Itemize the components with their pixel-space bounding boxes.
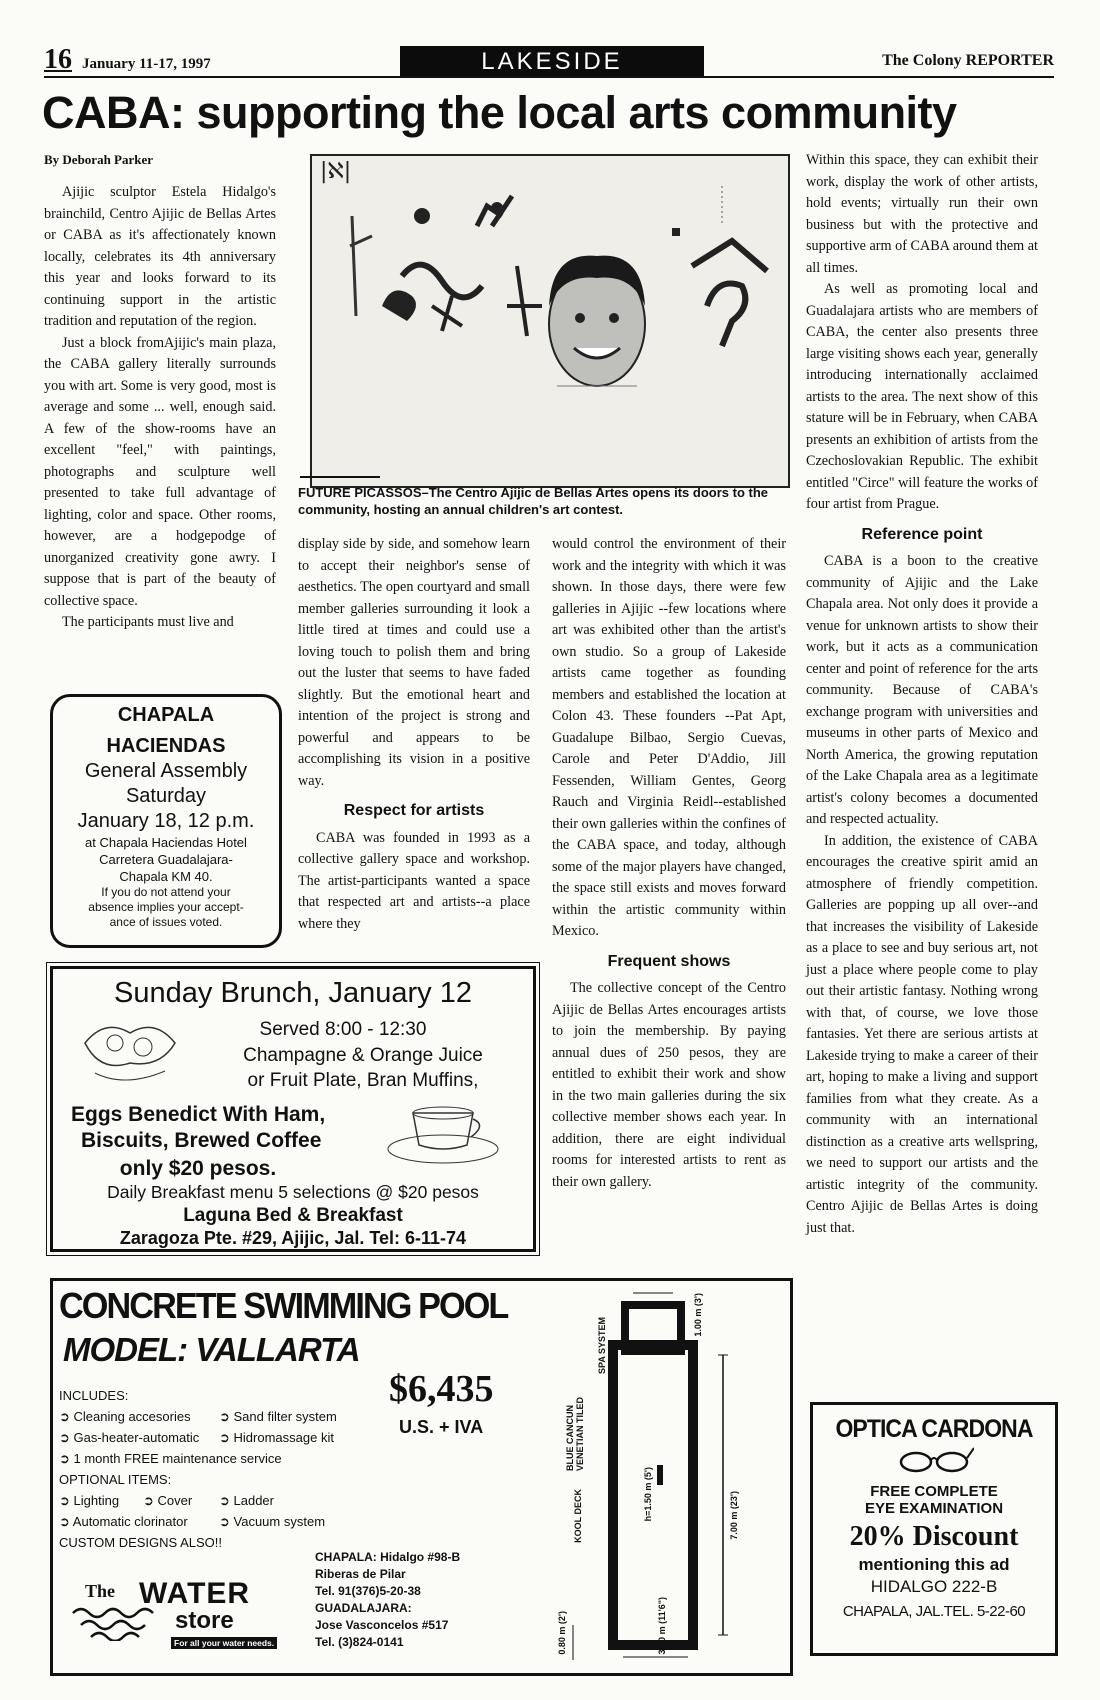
optional-item: Lighting [73, 1493, 120, 1508]
brunch-line: Champagne & Orange Juice [243, 1045, 483, 1066]
ad-line: Saturday [125, 785, 207, 807]
photo-caption: FUTURE PICASSOS–The Centro Ajijic de Bellas Artes opens its doors to the community, hosting an annual children's art contest. [298, 485, 769, 517]
pool-includes [59, 1385, 389, 1553]
pool-model: MODEL: VALLARTA [63, 1331, 360, 1368]
pool-addresses [315, 1549, 515, 1651]
section-banner: LAKESIDE [400, 46, 704, 78]
includes-label: INCLUDES: [59, 1388, 129, 1403]
coffee-cup-icon [383, 1097, 503, 1167]
optional-item: Automatic clorinator [72, 1514, 188, 1529]
article-column-4 [806, 150, 1038, 1239]
dim-700: 7.00 m (23') [729, 1491, 739, 1540]
paragraph: Within this space, they can exhibit their work, display the work of other artists, hold events; virtually run their own business but with the protective and supportive arm of CABA around them at all times. [806, 152, 1038, 276]
ad-line: General Assembly [84, 760, 248, 782]
byline: By Deborah Parker [44, 152, 154, 167]
includes-row: ➲ 1 month FREE maintenance service [59, 1451, 282, 1466]
logo-tagline: For all your water needs. [171, 1637, 277, 1649]
ad-swimming-pool [50, 1278, 793, 1676]
ad-line: If you do not attend your [101, 885, 231, 899]
logo-the: The [85, 1581, 116, 1601]
article-headline: CABA: supporting the local arts community [42, 87, 957, 138]
ad-chapala-haciendas [50, 694, 282, 948]
ad-line: January 18, 12 p.m. [77, 810, 255, 832]
optica-line: FREE COMPLETE [870, 1483, 998, 1500]
paragraph: Ajijic sculptor Estela Hidalgo's brainchild, Centro Ajijic de Bellas Artes or CABA as it's affectionately known locally, celebrates its 4th anniversary this year and looks forward to its continuing support in the artistic tradition and reputation of the region. [44, 184, 276, 329]
subheading-respect: Respect for artists [343, 802, 485, 819]
brunch-address: Zaragoza Pte. #29, Ajijic, Jal. Tel: 6-11-74 [119, 1228, 467, 1248]
includes-row: ➲ Cleaning accesories ➲ Sand filter system [59, 1409, 337, 1424]
includes-row: ➲ Gas-heater-automatic ➲ Hidromassage kit [59, 1430, 334, 1445]
paragraph: As well as promoting local and Guadalajara artists who are members of CABA, the center also presents three large visiting shows each year, generally introducing internationally acclaimed artists to the area. The next show of this stature will be in February, when CABA presents an exhibition of artists from the Czechoslovakian Republic. The exhibit entitled "Circe" will feature the works of four artist from Prague. [806, 281, 1038, 512]
pool-title: CONCRETE SWIMMING POOL [59, 1285, 508, 1326]
paragraph: In addition, the existence of CABA encourages the creative spirit amid an atmosphere of friendly competition. Galleries are popping up all over--and that increases the visibility of Lakeside as a place to see and buy serious art, not just a place where people come to play out their artistic fantasy. Nothing wrong with that, of course, we love those fantasies. Yet there are serious artists at Lakeside trying to make a career of their art, hoping to make a living and support families from what they create. As a community with an international distinction as a creative arts wellspring, we need to support our artists and the artistic integrity of the community. Centro Ajijic de Bellas Artes is doing just that. [806, 832, 1038, 1236]
caption-rule [300, 476, 380, 478]
optional-item: Ladder [233, 1493, 274, 1508]
article-column-2 [298, 534, 530, 935]
logo-store: store [175, 1607, 234, 1634]
article-column-3 [552, 534, 786, 1193]
include-item: Cleaning accesories [73, 1409, 191, 1424]
address-line: Riberas de Pilar [315, 1567, 406, 1581]
address-line: Tel. 91(376)5-20-38 [315, 1584, 421, 1598]
ad-sunday-brunch [50, 966, 536, 1252]
svg-text:|ℵ|: |ℵ| [320, 159, 352, 184]
brunch-title: Sunday Brunch, January 12 [114, 977, 472, 1009]
optional-item: Vacuum system [233, 1514, 326, 1529]
pool-price: $6,435 [389, 1368, 494, 1410]
brunch-line: Eggs Benedict With Ham, [71, 1103, 326, 1126]
dim-100: 1.00 m (3') [693, 1293, 703, 1337]
dim-350: 3.50 m (11'6") [657, 1597, 667, 1655]
paragraph: CABA is a boon to the creative community of Ajijic and the Lake Chapala area. Not only does it provide a venue for unknown artists to show their work, but it acts as a communication center and point of reference for the arts community. Because of CABA's exchange program with universities and museums in other parts of Mexico and North America, the growing reputation of the Lake Chapala area as a legitimate artist's colony becomes a documented and respected actuality. [806, 553, 1038, 827]
include-item: Gas-heater-automatic [73, 1430, 200, 1445]
optional-item: Cover [157, 1493, 193, 1508]
paragraph: display side by side, and somehow learn to accept their neighbor's sense of aesthetics. The open courtyard and small member galleries surrounding it look a little tired at times and could use a loving touch to polish them and bring out the luster that seems to have faded slightly. But the emotional heart and intention of the project is strong and powerful and appears to be accomplishing its vision in a positive way. [298, 536, 530, 789]
paragraph: The participants must live and [62, 614, 234, 630]
optica-line: mentioning this ad [858, 1555, 1010, 1574]
address-line: GUADALAJARA: [315, 1601, 412, 1615]
article-column-1 [44, 182, 276, 634]
optional-label: OPTIONAL ITEMS: [59, 1472, 172, 1487]
fruit-drawing-icon [75, 1013, 185, 1093]
address-line: CHAPALA: Hidalgo #98-B [315, 1550, 461, 1564]
optica-line: EYE EXAMINATION [864, 1500, 1004, 1517]
paragraph: The collective concept of the Centro Ajijic de Bellas Artes encourages artists to join the membership. By paying annual dues of 250 pesos, they are entitled to exhibit their work and show in the two main galleries during the six collective member shows each year. In addition, there are eight individual rooms for interested artists to rent as their own gallery. [552, 980, 786, 1190]
water-store-logo [71, 1577, 275, 1657]
optica-discount: 20% Discount [849, 1521, 1019, 1552]
logo-water: WATER [139, 1577, 251, 1610]
page-number: 16 [44, 44, 72, 75]
subheading-frequent: Frequent shows [607, 952, 731, 970]
paragraph: CABA was founded in 1993 as a collective gallery space and workshop. The artist-participants wanted a space that respected art and artists--a place where they [298, 829, 530, 932]
brunch-daily: Daily Breakfast menu 5 selections @ $20 pesos [107, 1182, 479, 1202]
brunch-served: Served 8:00 - 12:30 [259, 1019, 427, 1040]
dim-080: 0.80 m (2') [557, 1611, 567, 1655]
issue-date: January 11-17, 1997 [82, 56, 211, 72]
brunch-line: or Fruit Plate, Bran Muffins, [247, 1070, 479, 1091]
brunch-line: Biscuits, Brewed Coffee [81, 1129, 322, 1152]
page-header-left [44, 44, 211, 76]
paragraph: would control the environment of their work and the integrity with which it was shown. In those days, there were few galleries in Ajijic --few locations where art was exhibited other than the artist's own studio. So a group of Lakeside artists came together as founding members and established the location at Colon 43. These founders --Pat Apt, Guadalupe Bilbao, Sergio Cuevas, Carole and Peter D'Addio, Jill Fessenden, William Gentes, Georg Rauch and Virginia Reidl--established their own galleries within the confines of the CABA space, and today, although some of the major players have changed, the space still exists and moves forward within the artistic community within Mexico. [552, 536, 786, 939]
header-rule [44, 76, 1054, 78]
children-art-photo-icon [312, 156, 788, 486]
dim-spa: SPA SYSTEM [597, 1317, 607, 1375]
dim-blue: BLUE CANCUN VENETIAN TILED [565, 1396, 585, 1471]
ad-line: CHAPALA [117, 704, 215, 726]
paragraph: Just a block fromAjijic's main plaza, the CABA gallery literally surrounds you with art. Some is very good, most is average and some ... well, enough said. A few of the show-rooms have an excellent "feel," with paintings, photographs and sculpture well presented to take full advantage of lighting, color and space. Other rooms, however, are a hodgepodge of unorganized creativity gone awry. I suppose that is part of the beauty of collective space. [44, 334, 276, 609]
ad-line: Carretera Guadalajara- [99, 852, 233, 867]
custom-designs: CUSTOM DESIGNS ALSO!! [59, 1535, 223, 1550]
address-line: Jose Vasconcelos #517 [315, 1618, 449, 1632]
ad-line: absence implies your accept- [88, 900, 244, 914]
optica-line: CHAPALA, JAL.TEL. 5-22-60 [842, 1603, 1026, 1620]
pool-diagram-icon [563, 1285, 783, 1667]
optional-row: ➲ Automatic clorinator ➲ Vacuum system [59, 1514, 326, 1529]
optica-line: HIDALGO 222-B [870, 1577, 998, 1596]
ad-line: at Chapala Haciendas Hotel [85, 835, 247, 850]
optional-row: ➲ Lighting ➲ Cover ➲ Ladder [59, 1493, 274, 1508]
ad-line: Chapala KM 40. [119, 869, 213, 884]
address-line: Tel. (3)824-0141 [315, 1635, 404, 1649]
waves-icon [71, 1605, 171, 1641]
dim-kool: KOOL DECK [573, 1489, 583, 1543]
include-item: Sand filter system [233, 1409, 337, 1424]
ad-line: ance of issues voted. [109, 915, 223, 929]
brunch-price: only $20 pesos. [119, 1157, 277, 1180]
ad-line: HACIENDAS [106, 735, 226, 757]
include-item: 1 month FREE maintenance service [73, 1451, 282, 1466]
optica-name: OPTICA CARDONA [835, 1415, 1033, 1443]
include-item: Hidromassage kit [233, 1430, 334, 1445]
article-photo [310, 154, 790, 488]
eyeglasses-icon [894, 1444, 974, 1474]
dim-150: h=1.50 m (5') [643, 1467, 653, 1522]
subheading-reference: Reference point [861, 525, 983, 543]
ad-optica-cardona [810, 1402, 1058, 1656]
pool-currency: U.S. + IVA [399, 1417, 484, 1437]
paper-name: The Colony REPORTER [882, 52, 1054, 69]
brunch-place: Laguna Bed & Breakfast [183, 1205, 403, 1226]
